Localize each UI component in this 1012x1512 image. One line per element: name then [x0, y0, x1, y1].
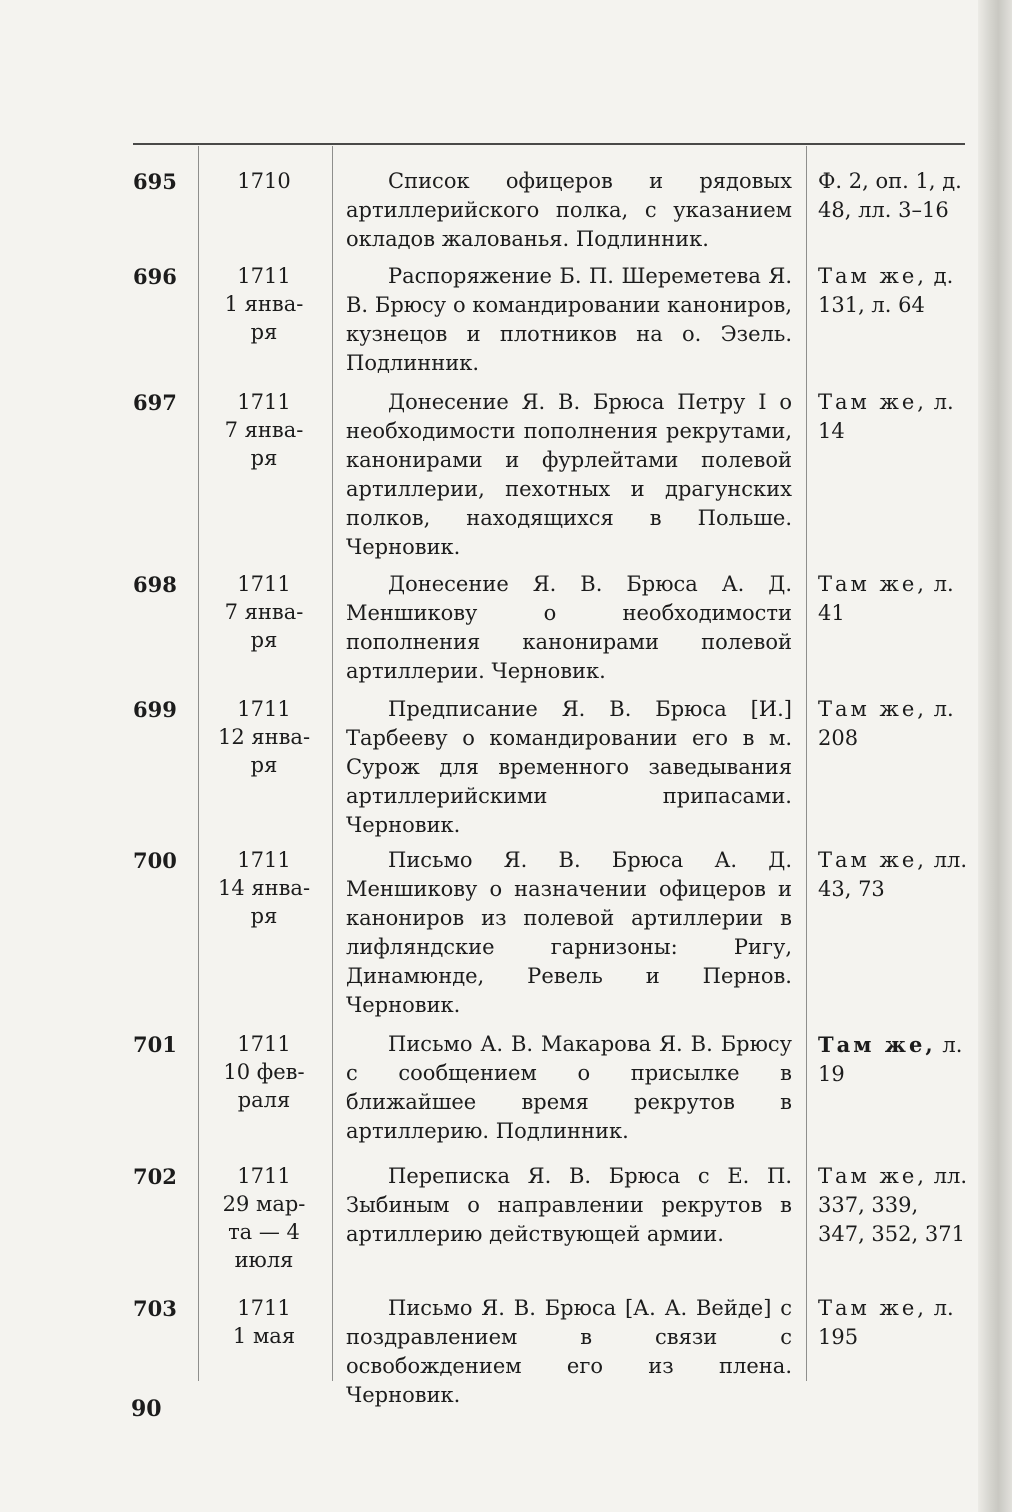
entry-date: 1711 14 янва- ря [217, 848, 311, 928]
entry-source: Там же, д. 131, л. 64 [818, 264, 954, 317]
column-divider-date [198, 146, 199, 1381]
entry-number: 702 [133, 1164, 177, 1189]
table-top-rule [133, 143, 965, 145]
entry-description: Письмо Я. В. Брюса А. Д. Меншикову о назначении офицеров и канониров из полевой артиллерии в лифляндские гарнизоны: Ригу, Динамюнде, Ревель и Пернов. Черновик. [346, 848, 792, 1017]
entry-description: Список офицеров и рядовых артиллерийского полка, с указанием окладов жалованья. Подлинник. [346, 169, 792, 251]
entry-date: 1711 10 фев- раля [223, 1032, 305, 1112]
entry-description: Донесение Я. В. Брюса Петру I о необходимости пополнения рекрутами, канонирами и фурлейтами полевой артиллерии, пехотных и драгунских полков, находящихся в Польше. Черновик. [346, 390, 792, 559]
entry-date: 1711 29 мар- та — 4 июля [222, 1164, 306, 1272]
entry-date: 1711 1 янва- ря [224, 264, 304, 344]
entry-date: 1711 1 мая [232, 1296, 296, 1348]
entry-number: 697 [133, 390, 177, 415]
entry-source: Там же, л. 41 [818, 572, 954, 625]
entry-source: Там же, л. 208 [818, 697, 954, 750]
entry-description: Письмо Я. В. Брюса [А. А. Вейде] с поздравлением в связи с освобождением его из плена. Черновик. [346, 1296, 792, 1407]
entry-source: Там же, лл. 43, 73 [818, 848, 968, 901]
entry-source: Там же, л. 19 [818, 1032, 963, 1086]
entry-number: 696 [133, 264, 177, 289]
column-divider-description [332, 146, 333, 1381]
entry-date: 1711 12 янва- ря [217, 697, 311, 777]
page-edge-shadow [978, 0, 1012, 1512]
entry-description: Распоряжение Б. П. Шереметева Я. В. Брюсу о командировании канониров, кузнецов и плотников на о. Эзель. Подлинник. [346, 264, 792, 375]
entry-number: 698 [133, 572, 177, 597]
column-divider-source [806, 146, 807, 1381]
entry-date: 1710 [237, 169, 291, 193]
entry-number: 699 [133, 697, 177, 722]
entry-source: Там же, л. 195 [818, 1296, 954, 1349]
entry-description: Предписание Я. В. Брюса [И.] Тарбееву о командировании его в м. Сурож для временного заведывания артиллерийскими припасами. Черновик. [346, 697, 792, 837]
entry-number: 701 [133, 1032, 177, 1057]
entry-description: Донесение Я. В. Брюса А. Д. Меншикову о необходимости пополнения канонирами полевой артиллерии. Черновик. [346, 572, 792, 683]
entry-description: Письмо А. В. Макарова Я. В. Брюсу с сообщением о присылке в ближайшее время рекрутов в артиллерию. Подлинник. [346, 1032, 792, 1143]
entry-description: Переписка Я. В. Брюса с Е. П. Зыбиным о направлении рекрутов в артиллерию действующей армии. [346, 1164, 792, 1246]
entry-number: 695 [133, 169, 177, 194]
entry-number: 703 [133, 1296, 177, 1321]
entry-date: 1711 7 янва- ря [224, 390, 304, 470]
entry-number: 700 [133, 848, 177, 873]
page-number: 90 [131, 1396, 162, 1422]
entry-source: Ф. 2, оп. 1, д. 48, лл. 3–16 [818, 169, 962, 222]
entry-date: 1711 7 янва- ря [224, 572, 304, 652]
entry-source: Там же, лл. 337, 339, 347, 352, 371 [818, 1164, 968, 1246]
entry-source: Там же, л. 14 [818, 390, 954, 443]
